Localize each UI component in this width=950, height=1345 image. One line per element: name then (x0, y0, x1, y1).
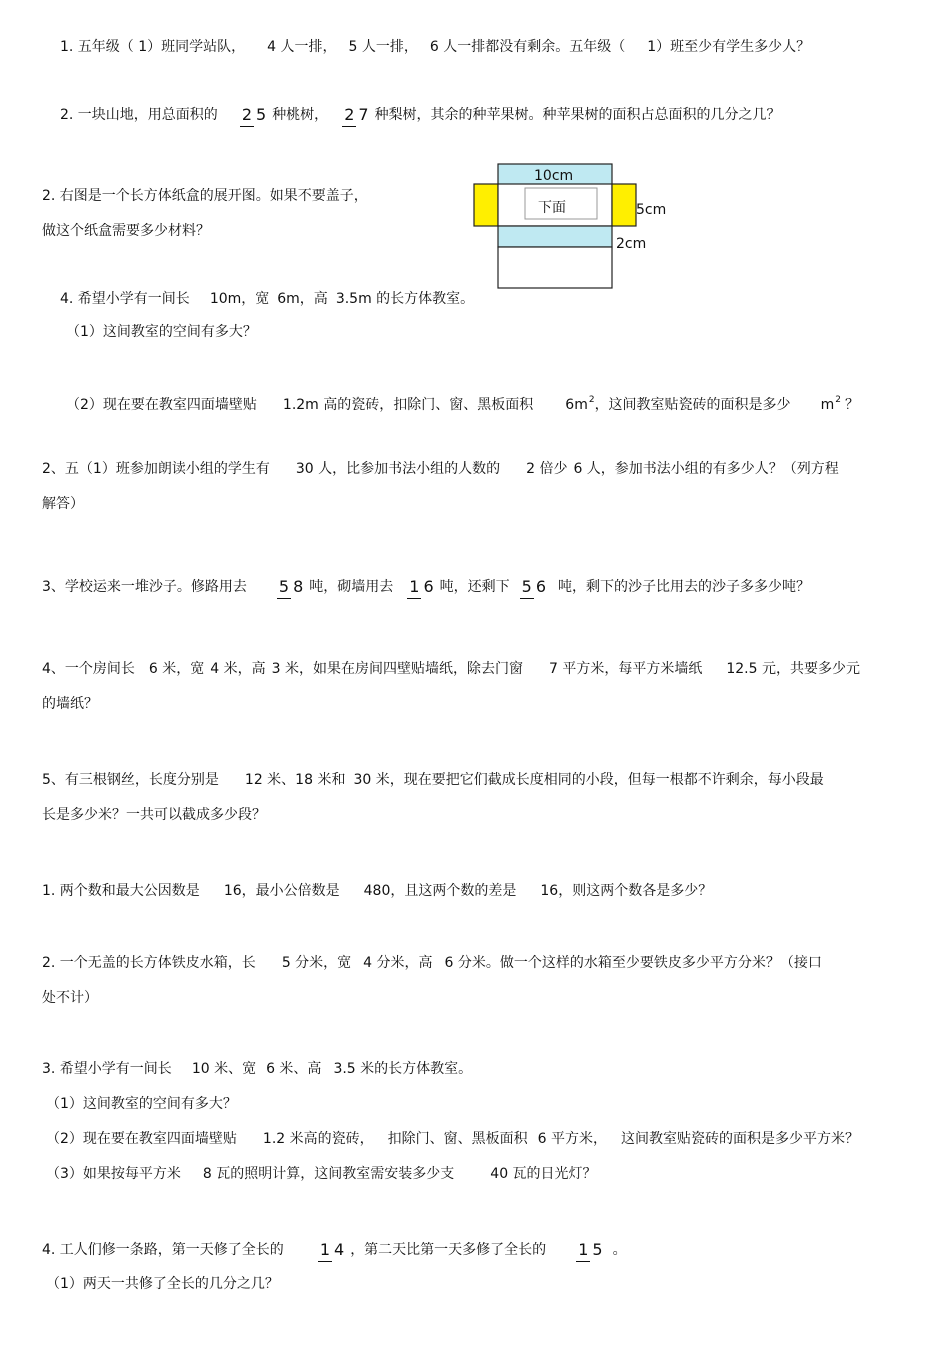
box-net-diagram (470, 160, 680, 292)
text: 扣除门、窗、黑板面积 (387, 1131, 528, 1147)
label-2cm: 2cm (616, 236, 647, 252)
text: 6 平方米， (537, 1131, 607, 1147)
text: ，第二天比第一天多修了全长的 (350, 1242, 547, 1258)
question-3-line2: 做这个纸盒需要多少材料？ (42, 223, 210, 239)
text: 种桃树， (272, 107, 329, 123)
question-4-sub2 (66, 390, 859, 413)
question-5-line1 (42, 459, 839, 479)
question-7-line2: 的墙纸？ (42, 696, 98, 712)
text: 4 人一排， (267, 39, 337, 55)
back-face (498, 247, 612, 288)
text: 480，且这两个数的差是 (363, 883, 517, 899)
text: 8 瓦的照明计算，这间教室需安装多少支 (202, 1166, 455, 1182)
question-8-line2: 长是多少米？一共可以截成多少段？ (42, 807, 266, 823)
right-flap (612, 184, 636, 226)
question-8-line1 (42, 770, 824, 790)
text: 1）班至少有学生多少人？ (647, 39, 811, 55)
text: 3. 希望小学有一间长 (42, 1061, 172, 1077)
label-bottom-face: 下面 (538, 200, 566, 216)
text: 16，最小公倍数是 (223, 883, 340, 899)
text: 1. 两个数和最大公因数是 (42, 883, 200, 899)
question-5-line2: 解答） (42, 496, 84, 512)
text: 3.5m 的长方体教室。 (335, 291, 475, 307)
text: 12 米、18 米和 (244, 772, 346, 788)
text: 4、一个房间长 (42, 661, 135, 677)
text: 种梨树，其余的种苹果树。种苹果树的面积占总面积的几分之几？ (374, 107, 781, 123)
text: 4 分米，高 (363, 955, 433, 971)
question-4-sub1: （1）这间教室的空间有多大？ (66, 324, 257, 340)
text: 5、有三根钢丝，长度分别是 (42, 772, 219, 788)
label-5cm: 5cm (636, 202, 667, 218)
text: 6m，高 (277, 291, 328, 307)
label-10cm: 10cm (534, 168, 574, 184)
text: ？ (844, 397, 859, 413)
left-flap (474, 184, 498, 226)
text: 吨，砌墙用去 (309, 579, 394, 595)
question-9 (42, 881, 712, 901)
text: （2）现在要在教室四面墙壁贴 (66, 397, 257, 413)
text: 这间教室贴瓷砖的面积是多少平方米？ (621, 1131, 859, 1147)
fraction-1-4: 1 4 (318, 1239, 346, 1262)
text: 16，则这两个数各是多少？ (540, 883, 713, 899)
text: 2 倍少 (526, 461, 568, 477)
question-11-sub3 (46, 1164, 597, 1184)
text: 4 米，高 (210, 661, 266, 677)
question-2 (60, 103, 781, 127)
question-12 (42, 1226, 627, 1274)
text: 6 米、高 (266, 1061, 322, 1077)
text: 1.2m 高的瓷砖，扣除门、窗、黑板面积 (282, 397, 534, 413)
text: 3.5 米的长方体教室。 (333, 1061, 473, 1077)
text: 7 平方米，每平方米墙纸 (549, 661, 703, 677)
text: 40 瓦的日光灯？ (490, 1166, 597, 1182)
text: 30 人，比参加书法小组的人数的 (295, 461, 501, 477)
text: $m^2$ (820, 395, 841, 413)
fraction-1-6: 1 6 (407, 576, 435, 599)
question-3-line1: 2. 右图是一个长方体纸盒的展开图。如果不要盖子， (42, 188, 368, 204)
text: 2. 一个无盖的长方体铁皮水箱，长 (42, 955, 256, 971)
text: 吨，剩下的沙子比用去的沙子多多少吨？ (558, 579, 811, 595)
question-11-line1 (42, 1059, 472, 1079)
text: $6m^2$ (565, 395, 595, 413)
text: 吨，还剩下 (439, 579, 510, 595)
text: 3、学校运来一堆沙子。修路用去 (42, 579, 247, 595)
text: 30 米，现在要把它们截成长度相同的小段，但每一根都不许剩余，每小段最 (353, 772, 824, 788)
fraction-5-6: 5 6 (520, 576, 548, 599)
text: 3 米，如果在房间四壁贴墙纸，除去门窗 (271, 661, 523, 677)
text: 4. 工人们修一条路，第一天修了全长的 (42, 1242, 284, 1258)
question-11-sub2 (46, 1129, 859, 1149)
fraction-1-5: 1 5 (576, 1239, 604, 1262)
front-strip (498, 226, 612, 247)
text: （3）如果按每平方米 (46, 1166, 181, 1182)
box-net-svg (470, 160, 680, 292)
text: ，这间教室贴瓷砖的面积是多少 (594, 397, 791, 413)
question-10-line2: 处不计） (42, 990, 98, 1006)
fraction-5-8: 5 8 (277, 576, 305, 599)
question-4-line1 (60, 289, 474, 309)
text: 12.5 元，共要多少元 (726, 661, 860, 677)
text: （2）现在要在教室四面墙壁贴 (46, 1131, 237, 1147)
text: 10m，宽 (209, 291, 270, 307)
text: 5 分米，宽 (281, 955, 352, 971)
text: 6 人一排都没有剩余。五年级（ (429, 39, 626, 55)
question-12-sub1: （1）两天一共修了全长的几分之几？ (46, 1276, 279, 1292)
text: 10 米、宽 (191, 1061, 257, 1077)
text: 1.2 米高的瓷砖， (262, 1131, 374, 1147)
text: 5 人一排， (348, 39, 418, 55)
text: 1. 五年级（ 1）班同学站队， (60, 39, 246, 55)
fraction-2-7: 2 7 (342, 104, 370, 127)
text: 4. 希望小学有一间长 (60, 291, 190, 307)
question-1 (60, 37, 810, 57)
text: 6 人，参加书法小组的有多少人？（列方程 (573, 461, 839, 477)
question-6 (42, 563, 810, 611)
text: 6 分米。做一个这样的水箱至少要铁皮多少平方分米？（接口 (444, 955, 822, 971)
question-10-line1 (42, 953, 822, 973)
text: 。 (612, 1242, 627, 1258)
fraction-2-5: 2 5 (240, 104, 268, 127)
text: 2、五（1）班参加朗读小组的学生有 (42, 461, 270, 477)
text: 6 米，宽 (148, 661, 205, 677)
text: 2. 一块山地，用总面积的 (60, 107, 218, 123)
question-11-sub1: （1）这间教室的空间有多大？ (46, 1096, 237, 1112)
question-7-line1 (42, 659, 860, 679)
